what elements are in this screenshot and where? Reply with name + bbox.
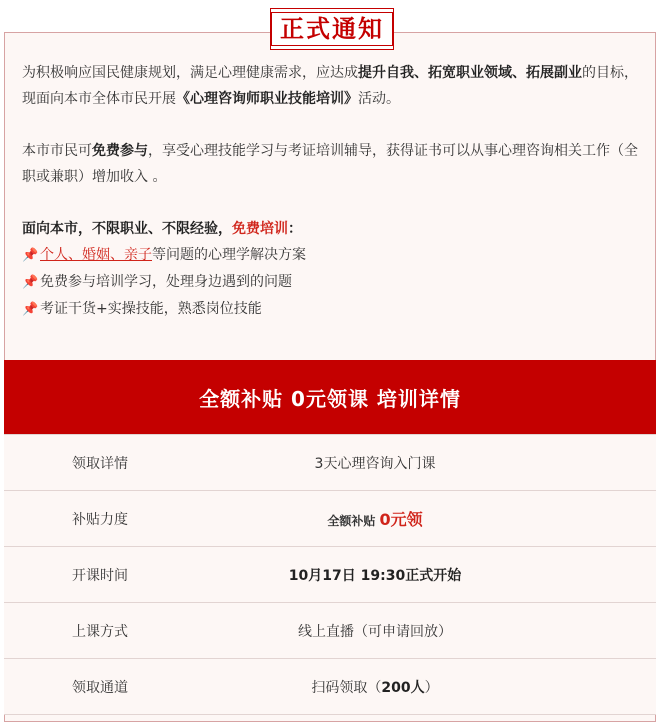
row-label: 开课时间 [72, 567, 128, 584]
row-value-text: ） [424, 679, 439, 696]
bullet-item [22, 296, 638, 323]
bullet-item [22, 269, 638, 296]
row-label: 上课方式 [72, 623, 128, 640]
bullet-text: 考证干货+实操技能，熟悉岗位技能 [40, 301, 262, 317]
banner: 全额补贴 0元领课 培训详情 [4, 360, 656, 434]
table-row [4, 603, 656, 659]
title-badge [270, 8, 394, 50]
free-highlight: 免费参与 [92, 143, 148, 159]
subsidy-amount: 0元领 [379, 510, 423, 529]
intro-text: 的目标，现面向本市全体市民开展 [22, 65, 638, 107]
bullet-text: 等问题的心理学解决方案 [152, 247, 306, 263]
bullet-item [22, 242, 638, 269]
intro-text: 为积极响应国民健康规划，满足心理健康需求，应达成 [22, 65, 358, 81]
row-label: 领取通道 [72, 679, 128, 696]
row-value-text: 扫码领取（ [311, 679, 382, 696]
row-value: 3天心理咨询入门课 [314, 455, 436, 472]
pushpin-icon: 📌 [22, 248, 39, 263]
intro-section [22, 60, 638, 323]
colon: ： [288, 221, 302, 237]
intro-paragraph-1 [22, 60, 638, 112]
table-row [4, 434, 656, 491]
quota-count: 200人 [381, 679, 425, 696]
subsidy-label: 全额补贴 [327, 514, 376, 528]
row-value [204, 507, 656, 530]
course-name: 《心理咨询师职业技能培训》 [176, 91, 358, 107]
intro-highlight: 提升自我、拓宽职业领域、拓展副业 [358, 65, 582, 81]
row-value [204, 677, 656, 697]
free-training-label: 免费培训 [232, 221, 288, 237]
intro-paragraph-2 [22, 138, 638, 190]
table-row [4, 659, 656, 715]
audience-text: 面向本市，不限职业、不限经验， [22, 221, 232, 237]
page-title: 正式通知 [271, 12, 393, 46]
bullet-highlight-link[interactable]: 个人、婚姻、亲子 [40, 247, 152, 263]
pushpin-icon: 📌 [22, 302, 39, 317]
row-value: 10月17日 19:30正式开始 [288, 567, 462, 584]
pushpin-icon: 📌 [22, 275, 39, 290]
table-row [4, 491, 656, 547]
table-row [4, 547, 656, 603]
intro-text: ，享受心理技能学习与考证培训辅导，获得证书可以从事心理咨询相关工作（全职或兼职）增加收入 。 [22, 143, 638, 185]
row-value: 线上直播（可申请回放） [298, 623, 452, 640]
row-label: 补贴力度 [72, 511, 128, 528]
intro-text: 本市市民可 [22, 143, 92, 159]
intro-text: 活动。 [358, 91, 400, 107]
row-label: 领取详情 [72, 455, 128, 472]
intro-paragraph-3 [22, 216, 638, 242]
details-table [4, 434, 656, 715]
bullet-text: 免费参与培训学习，处理身边遇到的问题 [40, 274, 292, 290]
